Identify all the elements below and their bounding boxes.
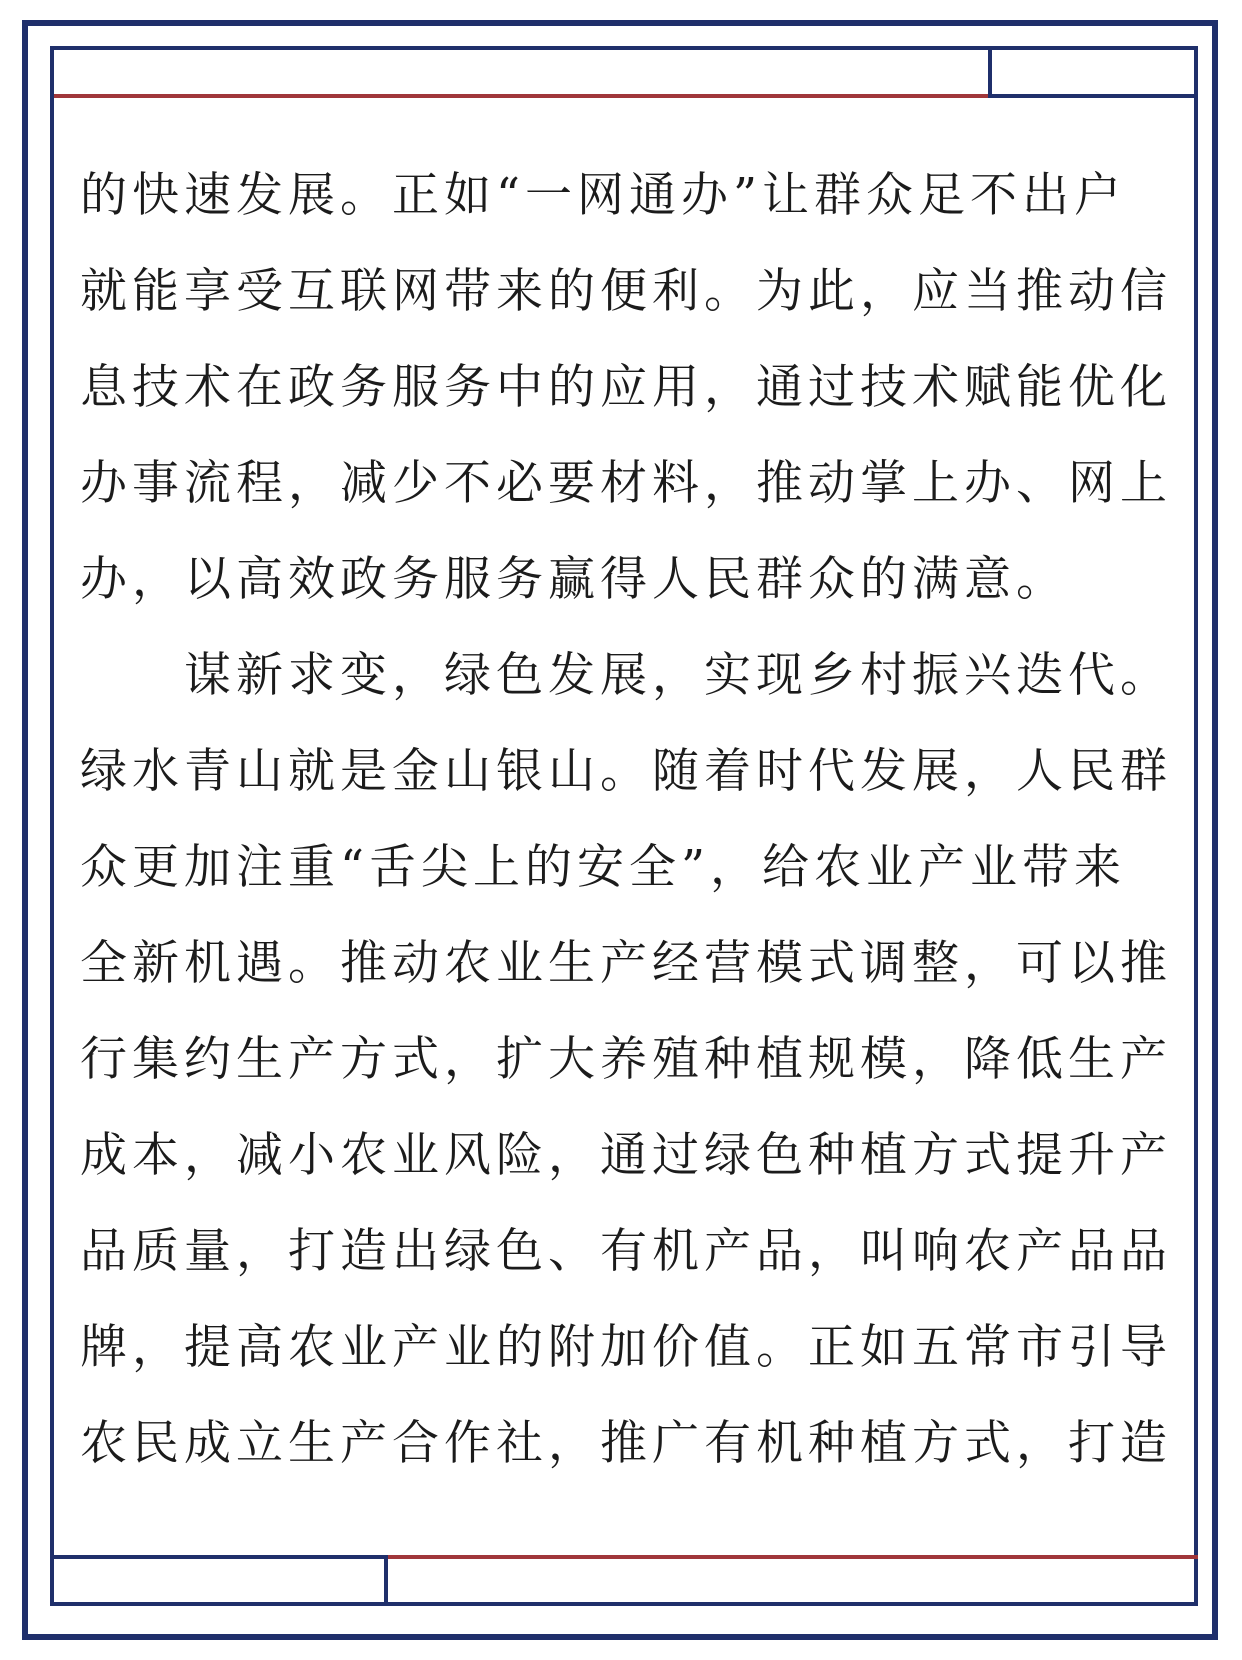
paragraph-start-line: 谋新求变，绿色发展，实现乡村振兴迭代。 [80, 648, 1172, 703]
text-line: 全新机遇。推动农业生产经营模式调整，可以推 [80, 936, 1172, 991]
text-line: 成本，减小农业风险，通过绿色种植方式提升产 [80, 1128, 1172, 1183]
text-line: 绿水青山就是金山银山。随着时代发展，人民群 [80, 744, 1172, 799]
text-line: 众更加注重“舌尖上的安全”，给农业产业带来 [80, 840, 1127, 895]
text-line: 办，以高效政务服务赢得人民群众的满意。 [80, 552, 1068, 607]
text-line: 品质量，打造出绿色、有机产品，叫响农产品品 [80, 1224, 1172, 1279]
top-red-rule [54, 94, 988, 98]
article-body [80, 148, 1170, 1492]
text-line: 农民成立生产合作社，推广有机种植方式，打造 [80, 1416, 1172, 1471]
text-line: 办事流程，减少不必要材料，推动掌上办、网上 [80, 456, 1172, 511]
bottom-red-rule [384, 1555, 1198, 1559]
bottom-corner-box [50, 1555, 388, 1606]
text-line: 就能享受互联网带来的便利。为此，应当推动信 [80, 264, 1172, 319]
text-line: 息技术在政务服务中的应用，通过技术赋能优化 [80, 360, 1172, 415]
text-line: 的快速发展。正如“一网通办”让群众足不出户 [80, 168, 1127, 223]
text-line: 行集约生产方式，扩大养殖种植规模，降低生产 [80, 1032, 1172, 1087]
text-line: 牌，提高农业产业的附加价值。正如五常市引导 [80, 1320, 1172, 1375]
top-corner-box [988, 46, 1198, 98]
